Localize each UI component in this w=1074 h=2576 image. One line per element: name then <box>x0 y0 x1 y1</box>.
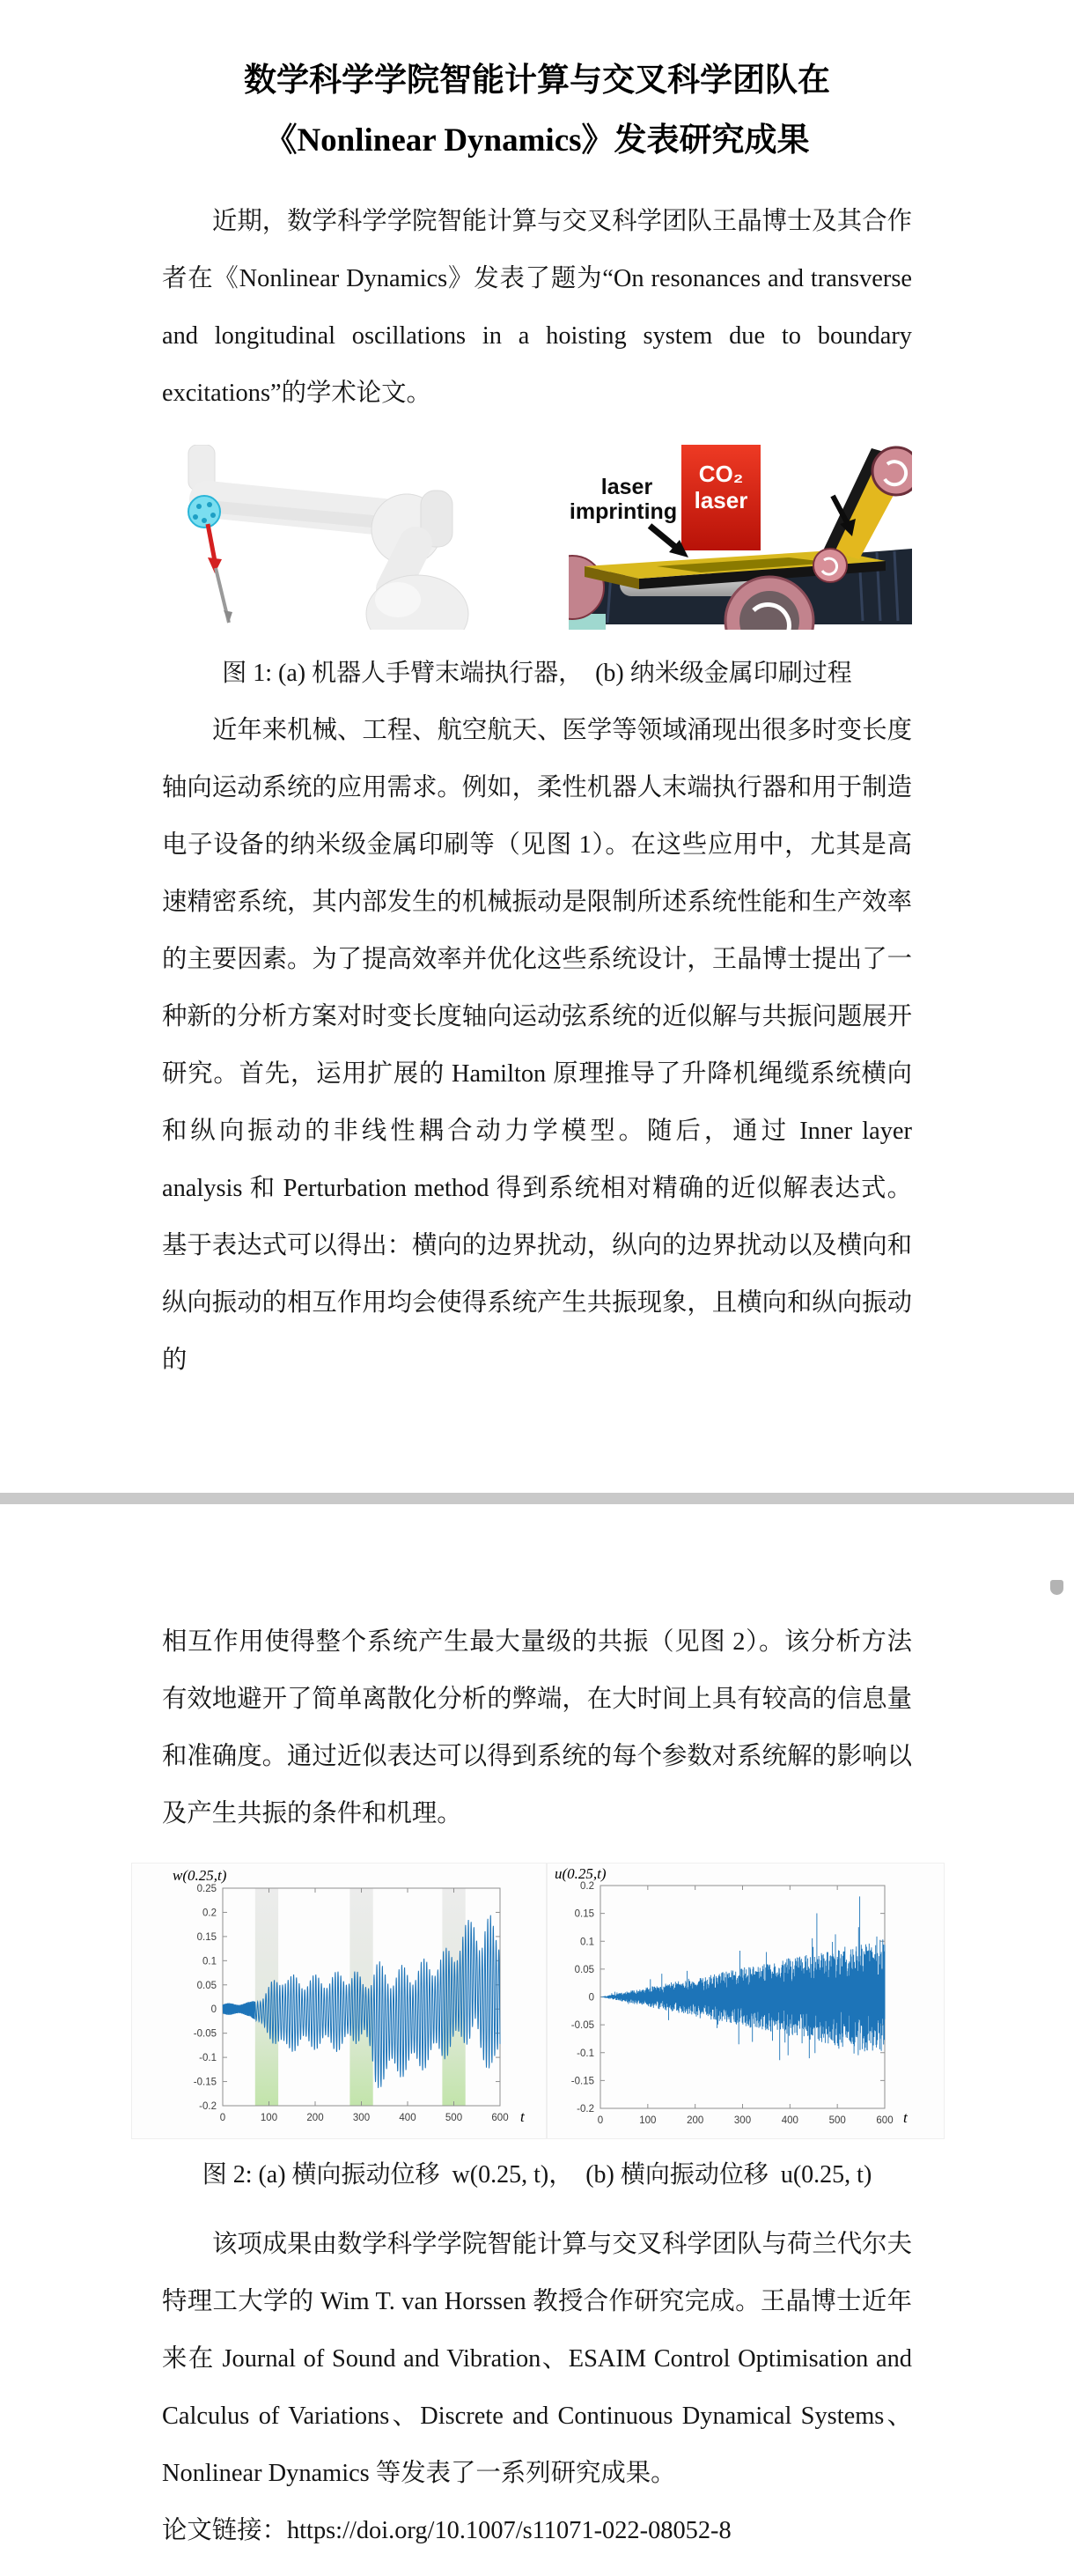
transverse-displacement-chart <box>132 1864 546 2138</box>
svg-text:600: 600 <box>876 2115 894 2126</box>
svg-text:0.1: 0.1 <box>580 1937 594 1948</box>
figure-2-caption: 图 2: (a) 横向振动位移 w(0.25, t)， (b) 横向振动位移 u(0.25, t) <box>202 2161 872 2188</box>
svg-text:0.05: 0.05 <box>196 1980 217 1991</box>
svg-text:0: 0 <box>588 1992 594 2004</box>
page-title <box>162 51 912 171</box>
co2-laser-label-line2: laser <box>694 487 748 513</box>
figure-1 <box>162 445 912 630</box>
svg-text:500: 500 <box>828 2115 846 2126</box>
svg-text:0: 0 <box>597 2115 604 2126</box>
article-body <box>162 51 912 2559</box>
paragraph-background: 近年来机械、工程、航空航天、医学等领域涌现出很多时变长度轴向运动系统的应用需求。例如，柔性机器人末端执行器和用于制造电子设备的纳米级金属印刷等（见图 1）。在这些应用中，尤其是高速精密系统，其内部发生的机械振动是限制所述系统性能和生产效率的主要因素。为了提高效率并优化这些系统设计，王晶博士提出了一种新的分析方案对时变长度轴向运动弦系统的近似解与共振问题展开研究。首先，运用扩展的 Hamilton 原理推导了升降机绳缆系统横向和纵向振动的非线性耦合动力学模型。随后，通过 Inner layer analysis 和 Perturbation method 得到系统相对精确的近似解表达式。基于表达式可以得出：横向的边界扰动，纵向的边界扰动以及横向和纵向振动的相互作用均会使得系统产生共振现象，且横向和纵向振动的 <box>162 717 912 1374</box>
svg-text:-0.1: -0.1 <box>199 2053 217 2064</box>
svg-text:500: 500 <box>445 2113 463 2123</box>
svg-text:0.15: 0.15 <box>196 1931 217 1943</box>
svg-text:-0.05: -0.05 <box>193 2028 217 2040</box>
svg-text:0: 0 <box>210 2004 217 2016</box>
paragraph-intro: 近期，数学科学学院智能计算与交叉科学团队王晶博士及其合作者在《Nonlinear Dynamics》发表了题为“On resonances and transverse and longitudinal oscillations in a hoisting system due to boundary excitations”的学术论文。 <box>162 208 912 407</box>
paragraph-collaboration: 该项成果由数学科学学院智能计算与交叉科学团队与荷兰代尔夫特理工大学的 Wim T. van Horssen 教授合作研究完成。王晶博士近年来在 Journal of Sound and Vibration、ESAIM Control Optimisation and Calculus of Variations、Discrete and Continuous Dynamical Systems、Nonlinear Dynamics 等发表了一系列研究成果。 <box>162 2231 912 2487</box>
x-axis-label: t <box>903 2109 908 2126</box>
doi-link[interactable]: https://doi.org/10.1007/s11071-022-08052-8 <box>286 2517 732 2544</box>
svg-text:-0.15: -0.15 <box>570 2076 594 2087</box>
longitudinal-displacement-chart <box>548 1864 944 2138</box>
paragraph-results: 相互作用使得整个系统产生最大量级的共振（见图 2）。该分析方法有效地避开了简单离散化分析的弊端，在大时间上具有较高的信息量和准确度。通过近似表达可以得到系统的每个参数对系统解的影响以及产生共振的条件和机理。 <box>162 1628 912 1827</box>
figure-1a-robot-arm-image <box>162 445 497 630</box>
paper-link-line <box>162 2502 912 2559</box>
svg-text:-0.05: -0.05 <box>570 2020 594 2032</box>
svg-text:0: 0 <box>219 2113 226 2123</box>
figure-1b-laser-imprinting-image <box>569 445 912 630</box>
paper-link-label: 论文链接： <box>162 2517 287 2544</box>
co2-laser-label-line1: CO₂ <box>698 461 744 487</box>
svg-text:100: 100 <box>639 2115 657 2126</box>
y-axis-title: u(0.25,t) <box>555 1865 607 1882</box>
svg-text:300: 300 <box>352 2113 371 2123</box>
svg-text:-0.2: -0.2 <box>199 2101 217 2112</box>
laser-imprinting-label-line1: laser <box>600 475 653 499</box>
y-axis-title: w(0.25,t) <box>173 1867 227 1884</box>
x-axis-label: t <box>520 2108 525 2125</box>
svg-text:200: 200 <box>306 2113 324 2123</box>
title-line-1: 数学科学学院智能计算与交叉科学团队在 <box>244 63 830 99</box>
figure-2 <box>131 1863 941 2137</box>
figure-2b-chart-image <box>547 1863 945 2139</box>
svg-text:600: 600 <box>491 2113 509 2123</box>
svg-text:300: 300 <box>733 2115 752 2126</box>
laser-imprinting-label-line2: imprinting <box>569 499 678 524</box>
svg-text:0.1: 0.1 <box>202 1956 217 1967</box>
figure-1-caption: 图 1: (a) 机器人手臂末端执行器， (b) 纳米级金属印刷过程 <box>222 660 852 687</box>
svg-text:400: 400 <box>399 2113 416 2123</box>
svg-text:0.2: 0.2 <box>202 1908 217 1919</box>
svg-text:100: 100 <box>260 2113 278 2123</box>
svg-text:400: 400 <box>781 2115 798 2126</box>
svg-text:-0.2: -0.2 <box>577 2104 594 2115</box>
title-line-2: 《Nonlinear Dynamics》发表研究成果 <box>264 122 810 159</box>
resonance-bands <box>255 1888 466 2106</box>
svg-text:-0.15: -0.15 <box>193 2077 217 2088</box>
bookmark-icon[interactable] <box>1050 1580 1063 1595</box>
svg-text:-0.1: -0.1 <box>577 2048 594 2059</box>
svg-text:0.25: 0.25 <box>196 1884 217 1894</box>
page-break-separator <box>0 1493 1074 1504</box>
figure-2a-chart-image <box>131 1863 547 2139</box>
svg-text:0.05: 0.05 <box>574 1964 594 1975</box>
svg-text:200: 200 <box>687 2115 704 2126</box>
svg-text:0.15: 0.15 <box>574 1908 594 1920</box>
svg-text:0.2: 0.2 <box>580 1881 594 1892</box>
oscillation-series <box>600 1896 885 2060</box>
